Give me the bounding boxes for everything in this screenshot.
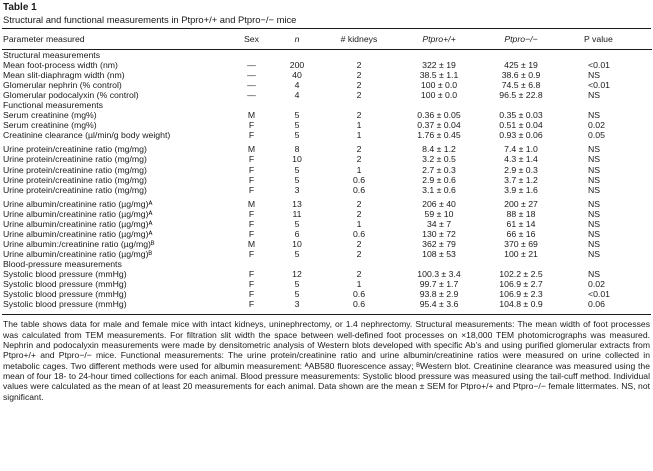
cell-n: 200	[289, 60, 305, 71]
cell-n: 11	[292, 208, 302, 219]
cell-wt: 100 ± 0.0	[420, 90, 458, 101]
cell-wt: 38.5 ± 1.1	[419, 70, 459, 81]
cell-p: NS	[588, 218, 601, 229]
cell-sex: M	[247, 238, 256, 249]
cell-n: 5	[294, 218, 300, 229]
cell-p: NS	[588, 228, 601, 239]
cell-sex: —	[247, 60, 256, 71]
cell-p: NS	[588, 184, 601, 195]
cell-ko: 200 ± 27	[504, 198, 538, 209]
cell-wt: 2.9 ± 0.6	[422, 174, 456, 185]
cell-p: NS	[588, 174, 601, 185]
cell-kidneys: 1	[356, 164, 362, 175]
cell-kidneys: 2	[356, 80, 362, 91]
cell-kidneys: 2	[356, 268, 362, 279]
section-heading-row	[2, 50, 652, 60]
section-heading-row	[2, 259, 652, 269]
cell-n: 5	[294, 279, 300, 290]
cell-ko: 38.6 ± 0.9	[501, 70, 541, 81]
cell-kidneys: 1	[356, 130, 362, 141]
cell-sex: F	[248, 130, 255, 141]
cell-n: 5	[294, 164, 300, 175]
cell-sex: F	[248, 208, 255, 219]
cell-p: 0.06	[588, 299, 605, 310]
cell-wt: 130 ± 72	[422, 228, 456, 239]
cell-wt: 322 ± 19	[422, 60, 456, 71]
cell-ko: 7.4 ± 1.0	[504, 144, 538, 155]
cell-ko: 0.51 ± 0.04	[499, 120, 543, 131]
cell-wt: 206 ± 40	[422, 198, 456, 209]
section-heading: Blood-pressure measurements	[3, 258, 122, 269]
cell-p: 0.02	[588, 279, 605, 290]
table-title: Structural and functional measurements in Ptpro+/+ and Ptpro−/− mice	[3, 14, 297, 25]
cell-wt: 34 ± 7	[426, 218, 452, 229]
cell-wt: 3.2 ± 0.5	[422, 154, 456, 165]
table-row	[2, 120, 652, 130]
cell-kidneys: 0.6	[352, 299, 366, 310]
cell-n: 5	[294, 130, 300, 141]
cell-kidneys: 2	[356, 208, 362, 219]
cell-wt: 1.76 ± 0.45	[417, 130, 461, 141]
cell-sex: M	[247, 144, 256, 155]
cell-param: Mean slit-diaphragm width (nm)	[3, 70, 125, 81]
cell-ko: 104.8 ± 0.9	[499, 299, 543, 310]
table-label: Table 1	[3, 2, 37, 13]
cell-n: 4	[294, 80, 300, 91]
cell-n: 10	[292, 238, 302, 249]
cell-kidneys: 1	[356, 279, 362, 290]
section-heading-row	[2, 100, 652, 110]
cell-n: 12	[292, 268, 302, 279]
col-sex: Sex	[244, 34, 259, 44]
cell-param: Urine albumin/creatinine ratio (µg/mg)ᴮ	[3, 248, 153, 259]
cell-n: 3	[294, 184, 300, 195]
cell-kidneys: 0.6	[352, 174, 366, 185]
cell-ko: 88 ± 18	[506, 208, 536, 219]
table-row	[2, 279, 652, 289]
table-row	[2, 80, 652, 90]
cell-n: 40	[292, 70, 302, 81]
cell-wt: 362 ± 79	[422, 238, 456, 249]
cell-kidneys: 1	[356, 120, 362, 131]
cell-param: Urine albumin/creatinine ratio (µg/mg)ᴬ	[3, 218, 153, 229]
cell-param: Serum creatinine (mg%)	[3, 110, 97, 121]
cell-sex: F	[248, 218, 255, 229]
cell-sex: F	[248, 299, 255, 310]
cell-param: Urine protein/creatinine ratio (mg/mg)	[3, 144, 147, 155]
cell-kidneys: 0.6	[352, 228, 366, 239]
cell-sex: F	[248, 164, 255, 175]
cell-wt: 99.7 ± 1.7	[419, 279, 459, 290]
cell-ko: 106.9 ± 2.3	[499, 289, 543, 300]
cell-wt: 3.1 ± 0.6	[422, 184, 456, 195]
cell-wt: 2.7 ± 0.3	[422, 164, 456, 175]
table-row	[2, 90, 652, 100]
cell-kidneys: 2	[356, 154, 362, 165]
table-row	[2, 110, 652, 120]
cell-kidneys: 2	[356, 70, 362, 81]
cell-sex: F	[248, 289, 255, 300]
cell-p: NS	[588, 70, 601, 81]
table-row	[2, 269, 652, 279]
cell-p: 0.05	[588, 130, 605, 141]
table-row	[2, 165, 652, 175]
cell-wt: 59 ± 10	[424, 208, 454, 219]
cell-sex: —	[247, 70, 256, 81]
cell-sex: —	[247, 90, 256, 101]
cell-kidneys: 2	[356, 144, 362, 155]
col-wt: Ptpro+/+	[422, 34, 456, 44]
cell-p: NS	[588, 198, 601, 209]
cell-n: 5	[294, 248, 300, 259]
cell-param: Urine protein/creatinine ratio (mg/mg)	[3, 184, 147, 195]
cell-sex: F	[248, 184, 255, 195]
cell-param: Systolic blood pressure (mmHg)	[3, 268, 127, 279]
cell-p: <0.01	[588, 289, 610, 300]
cell-wt: 95.4 ± 3.6	[419, 299, 459, 310]
table-row	[2, 209, 652, 219]
cell-p: NS	[588, 90, 601, 101]
cell-sex: F	[248, 154, 255, 165]
cell-kidneys: 2	[356, 198, 362, 209]
cell-ko: 96.5 ± 22.8	[499, 90, 543, 101]
cell-ko: 370 ± 69	[504, 238, 538, 249]
table-row	[2, 199, 652, 209]
cell-ko: 74.5 ± 6.8	[501, 80, 541, 91]
cell-p: NS	[588, 268, 601, 279]
table-row	[2, 239, 652, 249]
cell-param: Urine protein/creatinine ratio (mg/mg)	[3, 154, 147, 165]
col-n: n	[294, 34, 300, 44]
cell-param: Urine protein/creatinine ratio (mg/mg)	[3, 174, 147, 185]
cell-param: Glomerular nephrin (% control)	[3, 80, 122, 91]
cell-wt: 8.4 ± 1.2	[422, 144, 456, 155]
cell-ko: 3.9 ± 1.6	[504, 184, 538, 195]
cell-sex: M	[247, 110, 256, 121]
cell-wt: 0.37 ± 0.04	[417, 120, 461, 131]
cell-wt: 108 ± 53	[422, 248, 456, 259]
cell-n: 5	[294, 289, 300, 300]
cell-param: Systolic blood pressure (mmHg)	[3, 299, 127, 310]
cell-p: NS	[588, 238, 601, 249]
bottom-rule	[2, 314, 651, 315]
header-row	[2, 29, 652, 49]
table-row	[2, 289, 652, 299]
cell-p: NS	[588, 144, 601, 155]
cell-sex: F	[248, 248, 255, 259]
cell-kidneys: 0.6	[352, 184, 366, 195]
cell-p: NS	[588, 208, 601, 219]
cell-ko: 3.7 ± 1.2	[504, 174, 538, 185]
cell-ko: 61 ± 14	[506, 218, 536, 229]
cell-ko: 4.3 ± 1.4	[504, 154, 538, 165]
cell-n: 5	[294, 120, 300, 131]
cell-param: Systolic blood pressure (mmHg)	[3, 289, 127, 300]
cell-wt: 100.3 ± 3.4	[417, 268, 461, 279]
cell-n: 6	[294, 228, 300, 239]
cell-n: 5	[294, 110, 300, 121]
cell-param: Urine albumin/creatinine ratio (µg/mg)ᴬ	[3, 228, 153, 239]
table-row	[2, 154, 652, 164]
cell-p: <0.01	[588, 60, 610, 71]
cell-param: Systolic blood pressure (mmHg)	[3, 279, 127, 290]
cell-sex: F	[248, 279, 255, 290]
cell-param: Urine albumin:/creatinine ratio (µg/mg)ᴮ	[3, 238, 155, 249]
cell-param: Urine protein/creatinine ratio (mg/mg)	[3, 164, 147, 175]
table-row	[2, 130, 652, 140]
cell-n: 10	[292, 154, 302, 165]
table-body	[2, 50, 652, 309]
cell-kidneys: 0.6	[352, 289, 366, 300]
table-row	[2, 185, 652, 195]
table-row	[2, 219, 652, 229]
cell-ko: 425 ± 19	[504, 60, 538, 71]
col-parameter: Parameter measured	[3, 34, 85, 44]
cell-n: 3	[294, 299, 300, 310]
cell-kidneys: 2	[356, 248, 362, 259]
table-row	[2, 60, 652, 70]
cell-sex: F	[248, 228, 255, 239]
cell-kidneys: 2	[356, 110, 362, 121]
cell-param: Creatinine clearance (µl/min/g body weight)	[3, 130, 171, 141]
cell-param: Urine albumin/creatinine ratio (µg/mg)ᴬ	[3, 198, 153, 209]
data-table	[2, 29, 652, 309]
table-row	[2, 144, 652, 154]
col-ko: Ptpro−/−	[504, 34, 538, 44]
cell-ko: 66 ± 16	[506, 228, 536, 239]
cell-param: Mean foot-process width (nm)	[3, 60, 118, 71]
col-p-value: P value	[584, 34, 613, 44]
cell-kidneys: 2	[356, 60, 362, 71]
cell-p: 0.02	[588, 120, 605, 131]
table-row	[2, 249, 652, 259]
cell-n: 13	[292, 198, 302, 209]
cell-kidneys: 2	[356, 238, 362, 249]
table-row	[2, 299, 652, 309]
cell-n: 8	[294, 144, 300, 155]
cell-ko: 106.9 ± 2.7	[499, 279, 543, 290]
cell-n: 4	[294, 90, 300, 101]
cell-wt: 93.8 ± 2.9	[419, 289, 459, 300]
table-row	[2, 175, 652, 185]
cell-ko: 2.9 ± 0.3	[504, 164, 538, 175]
table-row	[2, 229, 652, 239]
cell-param: Serum creatinine (mg%)	[3, 120, 97, 131]
cell-ko: 100 ± 21	[504, 248, 538, 259]
cell-sex: F	[248, 174, 255, 185]
cell-kidneys: 1	[356, 218, 362, 229]
section-heading: Functional measurements	[3, 100, 103, 111]
cell-ko: 102.2 ± 2.5	[499, 268, 543, 279]
cell-ko: 0.35 ± 0.03	[499, 110, 543, 121]
cell-p: NS	[588, 154, 601, 165]
cell-wt: 100 ± 0.0	[420, 80, 458, 91]
cell-p: <0.01	[588, 80, 610, 91]
cell-p: NS	[588, 164, 601, 175]
cell-n: 5	[294, 174, 300, 185]
cell-sex: M	[247, 198, 256, 209]
cell-sex: F	[248, 268, 255, 279]
cell-p: NS	[588, 110, 601, 121]
table-row	[2, 70, 652, 80]
section-heading: Structural measurements	[3, 50, 101, 60]
cell-param: Urine albumin/creatinine ratio (µg/mg)ᴬ	[3, 208, 153, 219]
table-footnote: The table shows data for male and female mice with intact kidneys, uninephrectomy, or 1.4 nephrectomy. Structural measurements: The mean width of foot processes was calculated from TEM measurements. For filtration slit width the space between well-defined foot processes on ×18,000 TEM photomicrographs was measured. Nephrin and podocalyxin measurements were made by densitometric analysis of Western blots developed with specific Ab’s and using purified glomerular extracts from Ptpro+/+ and Ptpro−/− mice. Functional measurements: The urine protein/creatinine ratio and urine albumin/creatinine ratios were measured on urine collected in metabolic cages. Two different methods were used for albumin measurement: ᴬAB580 fluorescence assay; ᴮWestern blot. Creatinine clearance was measured using the mean of four 18- to 24-hour timed collections for each animal. Blood pressure measurements: Systolic blood pressure was measured using the tail-cuff method. Individual values were calculated as the mean of at least 20 measurements for each animal. Data shown are the mean ± SEM for Ptpro+/+ and Ptpro−/− female littermates. NS, not significant.	[3, 319, 650, 402]
cell-sex: F	[248, 120, 255, 131]
cell-p: NS	[588, 248, 601, 259]
cell-kidneys: 2	[356, 90, 362, 101]
cell-ko: 0.93 ± 0.06	[499, 130, 543, 141]
cell-param: Glomerular podocalyxin (% control)	[3, 90, 139, 101]
cell-wt: 0.36 ± 0.05	[417, 110, 461, 121]
col-kidneys: # kidneys	[340, 34, 378, 44]
cell-sex: —	[247, 80, 256, 91]
